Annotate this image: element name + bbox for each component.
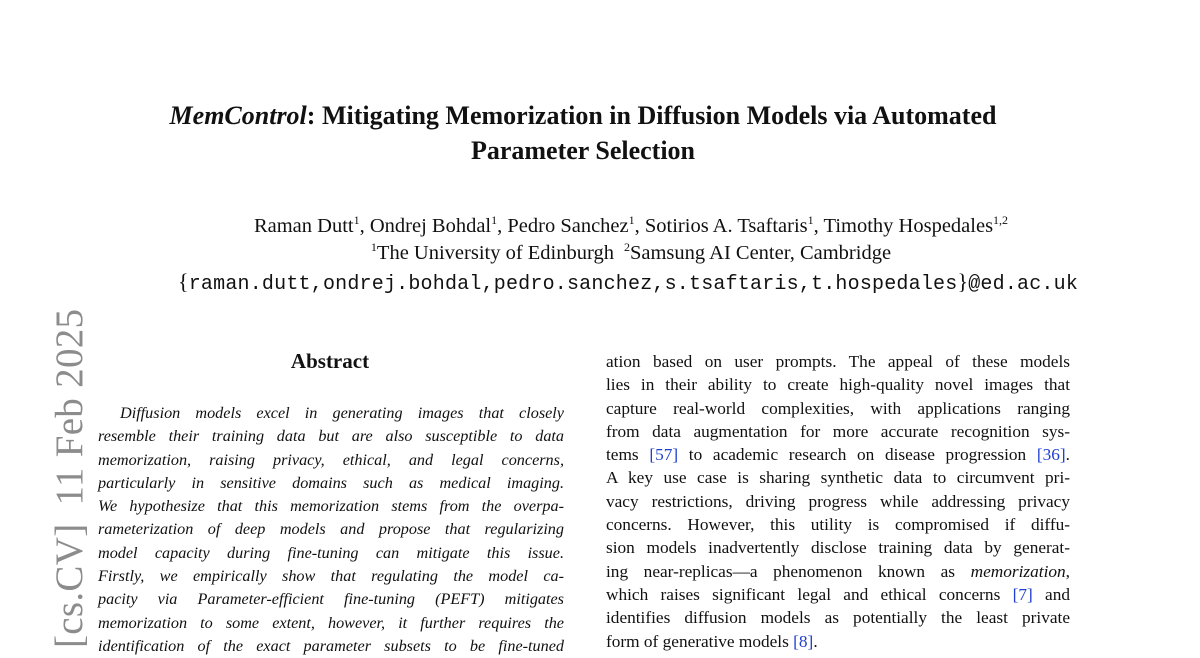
- body-line: A key use case is sharing synthetic data to circumvent pri-: [606, 468, 1070, 488]
- body-line: capture real-world complexities, with applications ranging: [606, 398, 1070, 418]
- body-line: which raises significant legal and ethical concerns [7] and: [606, 584, 1070, 604]
- introduction-body: [606, 350, 1070, 653]
- abstract-line: Diffusion models excel in generating images that closely: [120, 404, 564, 422]
- abstract-line: We hypothesize that this memorization stems from the overpa-: [98, 497, 564, 516]
- affiliation: $^2$Samsung AI Center, Cambridge: [623, 240, 892, 264]
- title-text-line-2: Parameter Selection: [470, 136, 696, 165]
- author-emails: {raman.dutt,ondrej.bohdal,pedro.sanchez,s.tsaftaris,t.hospedales}@ed.ac.uk: [177, 269, 1079, 296]
- body-line: from data augmentation for more accurate recognition sys-: [606, 421, 1070, 441]
- abstract-line: resemble their training data but are also susceptible to data: [98, 427, 564, 446]
- affiliation-list: [0, 240, 1200, 266]
- citation-link[interactable]: [7]: [1012, 584, 1033, 604]
- author: Ondrej Bohdal$^1$,: [369, 213, 508, 237]
- body-line: sion models inadvertently disclose training data by generat-: [606, 538, 1070, 558]
- body-line: ing near-replicas—a phenomenon known as memorization,: [606, 561, 1070, 581]
- title-text-line-1: : Mitigating Memorization in Diffusion Models via Automated: [306, 101, 997, 130]
- abstract-line: particularly in sensitive domains such as medical imaging.: [98, 473, 564, 492]
- abstract-line: identification of the exact parameter subsets to be fine-tuned: [98, 636, 564, 655]
- paper-title: [0, 98, 1166, 168]
- abstract-line: rameterization of deep models and propose that regularizing: [98, 520, 564, 539]
- author: Pedro Sanchez$^1$,: [507, 213, 645, 237]
- arxiv-date: 11 Feb 2025: [48, 308, 91, 506]
- email-domain: @ed.ac.uk: [968, 273, 1079, 296]
- body-line: form of generative models [8].: [606, 631, 818, 651]
- body-line: identifies diffusion models as potentially the least private: [606, 608, 1070, 628]
- emphasis-term: memorization: [970, 561, 1066, 581]
- author: Timothy Hospedales$^{1,2}$: [823, 213, 1009, 237]
- abstract-line: Firstly, we empirically show that regulating the model ca-: [98, 567, 564, 586]
- body-line: tems [57] to academic research on disease progression [36].: [606, 445, 1070, 465]
- abstract-line: memorization, raising privacy, ethical, and legal concerns,: [98, 450, 564, 469]
- abstract-line: pacity via Parameter-efficient fine-tuning (PEFT) mitigates: [98, 590, 564, 609]
- title-method-name: MemControl: [169, 101, 307, 130]
- abstract-body: [98, 402, 564, 658]
- email-usernames: raman.dutt,ondrej.bohdal,pedro.sanchez,s.tsaftaris,t.hospedales: [188, 273, 958, 296]
- affiliation: $^1$The University of Edinburgh: [370, 240, 614, 264]
- citation-link[interactable]: [57]: [649, 445, 679, 465]
- abstract-line: model capacity during fine-tuning can mitigate this issue.: [98, 543, 564, 562]
- arxiv-identifier-stamp: [50, 309, 89, 648]
- author: Sotirios A. Tsaftaris$^1$,: [644, 213, 824, 237]
- citation-link[interactable]: [8]: [793, 631, 814, 651]
- citation-link[interactable]: [36]: [1036, 445, 1066, 465]
- body-line: lies in their ability to create high-quality novel images that: [606, 375, 1070, 395]
- arxiv-category: [cs.CV]: [48, 523, 91, 648]
- body-line: concerns. However, this utility is compromised if diffu-: [606, 515, 1070, 535]
- author: Raman Dutt$^1$,: [253, 213, 370, 237]
- author-list: [0, 213, 1200, 239]
- body-line: ation based on user prompts. The appeal of these models: [606, 352, 1070, 371]
- abstract-line: memorization to some extent, however, it further requires the: [98, 613, 564, 632]
- body-line: vacy restrictions, driving progress while addressing privacy: [606, 491, 1070, 511]
- abstract-heading: Abstract: [290, 349, 370, 373]
